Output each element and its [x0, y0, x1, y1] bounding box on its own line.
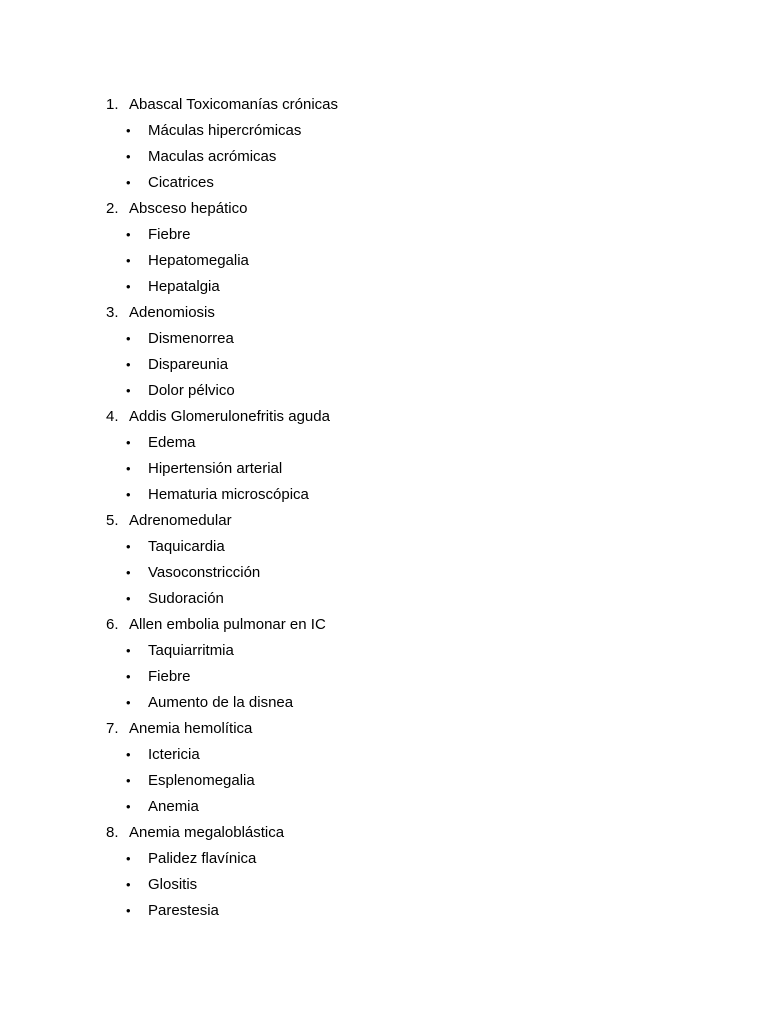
bullet-icon: •: [126, 253, 131, 268]
list-item: [106, 534, 706, 560]
entry-heading: [106, 92, 706, 118]
entry-number: 6.: [106, 616, 119, 633]
list-entry: [106, 196, 706, 300]
bullet-text: Sudoración: [148, 590, 224, 607]
bullet-icon: •: [126, 747, 131, 762]
list-item: [106, 352, 706, 378]
bullet-icon: •: [126, 487, 131, 502]
list-item: [106, 222, 706, 248]
bullet-list: [106, 846, 706, 924]
entry-number: 1.: [106, 96, 119, 113]
list-item: [106, 248, 706, 274]
bullet-icon: •: [126, 851, 131, 866]
list-item: [106, 482, 706, 508]
entry-heading: [106, 404, 706, 430]
bullet-icon: •: [126, 461, 131, 476]
bullet-icon: •: [126, 331, 131, 346]
bullet-text: Fiebre: [148, 226, 191, 243]
bullet-text: Dismenorrea: [148, 330, 234, 347]
bullet-list: [106, 326, 706, 404]
entry-number: 3.: [106, 304, 119, 321]
list-item: [106, 690, 706, 716]
bullet-icon: •: [126, 357, 131, 372]
bullet-text: Taquiarritmia: [148, 642, 234, 659]
list-item: [106, 144, 706, 170]
bullet-icon: •: [126, 435, 131, 450]
bullet-icon: •: [126, 591, 131, 606]
list-item: [106, 872, 706, 898]
list-entry: [106, 508, 706, 612]
bullet-text: Hepatalgia: [148, 278, 220, 295]
list-item: [106, 768, 706, 794]
list-item: [106, 430, 706, 456]
list-item: [106, 560, 706, 586]
bullet-text: Hepatomegalia: [148, 252, 249, 269]
bullet-text: Máculas hipercrómicas: [148, 122, 302, 139]
list-entry: [106, 300, 706, 404]
entry-number: 4.: [106, 408, 119, 425]
list-item: [106, 742, 706, 768]
bullet-text: Parestesia: [148, 902, 219, 919]
bullet-icon: •: [126, 539, 131, 554]
entry-heading: [106, 300, 706, 326]
bullet-text: Fiebre: [148, 668, 191, 685]
numbered-list: [106, 92, 706, 924]
list-item: [106, 664, 706, 690]
bullet-list: [106, 430, 706, 508]
entry-title: Addis Glomerulonefritis aguda: [129, 408, 330, 425]
bullet-icon: •: [126, 773, 131, 788]
entry-title: Absceso hepático: [129, 200, 248, 217]
list-entry: [106, 820, 706, 924]
bullet-text: Ictericia: [148, 746, 200, 763]
bullet-icon: •: [126, 903, 131, 918]
entry-number: 7.: [106, 720, 119, 737]
entry-title: Adrenomedular: [129, 512, 232, 529]
bullet-text: Anemia: [148, 798, 199, 815]
list-item: [106, 456, 706, 482]
bullet-text: Cicatrices: [148, 174, 214, 191]
bullet-text: Esplenomegalia: [148, 772, 255, 789]
list-item: [106, 586, 706, 612]
bullet-list: [106, 638, 706, 716]
list-item: [106, 378, 706, 404]
bullet-icon: •: [126, 695, 131, 710]
bullet-text: Glositis: [148, 876, 198, 893]
entry-heading: [106, 196, 706, 222]
list-entry: [106, 716, 706, 820]
bullet-icon: •: [126, 669, 131, 684]
entry-title: Adenomiosis: [129, 304, 215, 321]
list-entry: [106, 404, 706, 508]
bullet-icon: •: [126, 383, 131, 398]
entry-title: Abascal Toxicomanías crónicas: [129, 96, 338, 113]
list-item: [106, 274, 706, 300]
bullet-text: Maculas acrómicas: [148, 148, 277, 165]
bullet-text: Hipertensión arterial: [148, 460, 283, 477]
entry-title: Anemia hemolítica: [129, 720, 253, 737]
bullet-icon: •: [126, 643, 131, 658]
bullet-icon: •: [126, 227, 131, 242]
list-entry: [106, 92, 706, 196]
bullet-icon: •: [126, 123, 131, 138]
bullet-text: Taquicardia: [148, 538, 225, 555]
list-entry: [106, 612, 706, 716]
list-item: [106, 118, 706, 144]
bullet-text: Dispareunia: [148, 356, 229, 373]
bullet-icon: •: [126, 279, 131, 294]
bullet-text: Palidez flavínica: [148, 850, 257, 867]
bullet-list: [106, 534, 706, 612]
bullet-icon: •: [126, 877, 131, 892]
entry-number: 2.: [106, 200, 119, 217]
bullet-text: Vasoconstricción: [148, 564, 261, 581]
entry-title: Anemia megaloblástica: [129, 824, 285, 841]
bullet-icon: •: [126, 565, 131, 580]
entry-number: 8.: [106, 824, 119, 841]
entry-heading: [106, 716, 706, 742]
list-item: [106, 170, 706, 196]
bullet-icon: •: [126, 175, 131, 190]
entry-title: Allen embolia pulmonar en IC: [129, 616, 326, 633]
list-item: [106, 326, 706, 352]
bullet-text: Aumento de la disnea: [148, 694, 294, 711]
entry-heading: [106, 820, 706, 846]
bullet-list: [106, 118, 706, 196]
entry-heading: [106, 612, 706, 638]
bullet-list: [106, 742, 706, 820]
bullet-list: [106, 222, 706, 300]
bullet-icon: •: [126, 149, 131, 164]
bullet-text: Hematuria microscópica: [148, 486, 309, 503]
list-item: [106, 898, 706, 924]
entry-number: 5.: [106, 512, 119, 529]
entry-heading: [106, 508, 706, 534]
list-item: [106, 846, 706, 872]
bullet-text: Edema: [148, 434, 196, 451]
bullet-icon: •: [126, 799, 131, 814]
bullet-text: Dolor pélvico: [148, 382, 235, 399]
list-item: [106, 794, 706, 820]
list-item: [106, 638, 706, 664]
